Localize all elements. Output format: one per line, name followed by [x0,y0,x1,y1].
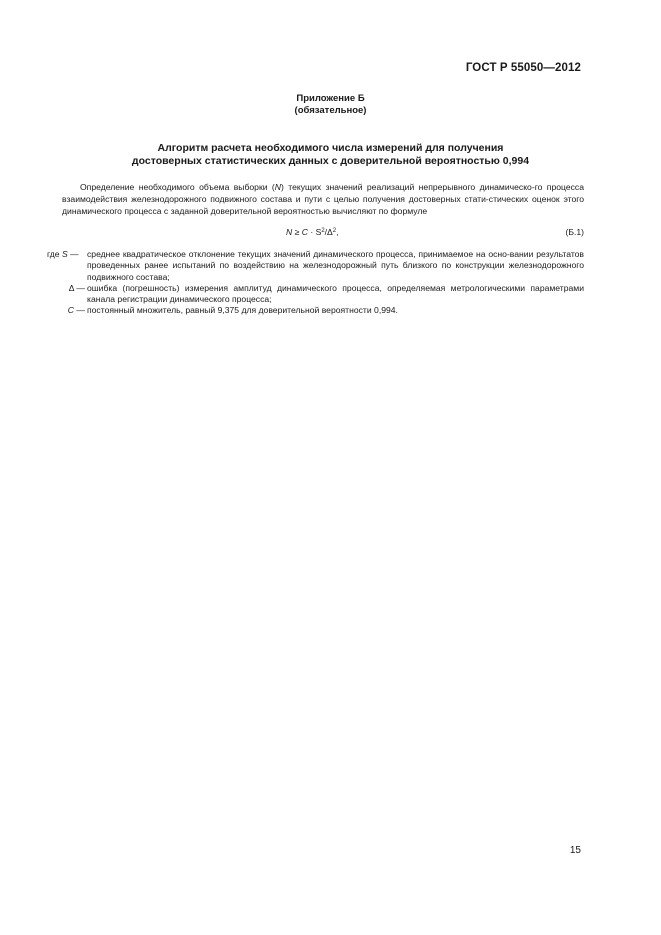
definition-term [47,305,85,316]
formula [286,227,339,237]
definition-text: среднее квадратическое отклонение текущих значений динамического процесса, принимаемое на осно-вании результатов проведенных ранее испытаний по воздействию на железнодорожный путь близкого по конструкции железнодорожного подвижного состава; [87,249,584,282]
intro-text-before: Определение необходимого объема выборки ( [80,182,275,192]
intro-text [62,181,584,217]
definition-text: постоянный множитель, равный 9,375 для доверительной вероятности 0,994. [87,305,398,316]
formula-number: (Б.1) [565,227,584,237]
page-number: 15 [569,845,581,856]
section-title [0,142,661,168]
formula-operator: ≥ [292,227,302,237]
definitions-list [47,249,584,317]
document-code: ГОСТ Р 55050—2012 [465,62,581,74]
section-title-line-1: Алгоритм расчета необходимого числа измерений для получения [157,142,504,154]
formula-tail: , [336,227,339,237]
definition-dash: — [74,282,85,293]
formula-s-exponent: 2 [321,228,325,234]
formula-s: · S [307,227,322,237]
definition-c [47,305,584,316]
annex-heading [0,93,661,117]
definition-text: ошибка (погрешность) измерения амплитуд динамического процесса, определяемая метрологическими параметрами канала регистрации динамического процесса; [87,282,584,305]
section-title-line-2: достоверных статистических данных с доверительной вероятностью 0,994 [131,155,530,167]
definition-symbol: C [67,305,75,316]
formula-lhs: N [286,227,293,237]
definition-term [47,249,87,260]
intro-paragraph [62,181,584,217]
formula-delta: /Δ [324,227,333,237]
definition-dash: — [67,249,79,259]
annex-label: Приложение Б [296,93,365,104]
definition-symbol: S [61,249,68,259]
definition-symbol: Δ [68,282,75,293]
formula-delta-exponent: 2 [332,228,337,234]
definition-term [47,283,85,294]
intro-variable-n: N [274,182,282,192]
definition-dash: — [74,305,85,316]
formula-row [62,227,584,241]
intro-text-after: ) текущих значений реализаций непрерывного динамическо-го процесса взаимодействия железнодорожного подвижного состава и пути с целью получения достоверных стати-стических оценок этого динамического процесса с заданной доверительной вероятностью вычисляют по формуле [62,182,585,216]
formula-c: C [301,227,308,237]
definition-prefix: где [47,249,62,259]
definition-s [47,249,584,283]
annex-status: (обязательное) [294,105,367,116]
definition-delta [47,283,584,306]
